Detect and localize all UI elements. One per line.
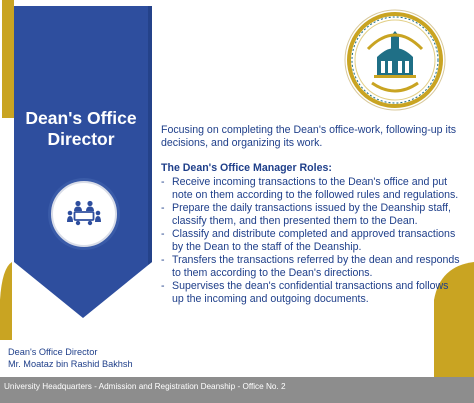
list-item: - Transfers the transactions referred by the dean and responds to them according to the Dean's directions. — [161, 254, 463, 280]
list-item: - Receive incoming transactions to the Dean's office and put note on them according to the followed rules and regulations. — [161, 176, 463, 202]
roles-heading: The Dean's Office Manager Roles: — [161, 162, 332, 174]
meeting-table-icon — [67, 200, 101, 228]
gold-top-bar — [2, 0, 14, 118]
list-item: - Classify and distribute completed and approved transactions by the Dean to the staff of the Deanship. — [161, 228, 463, 254]
gold-left-curve — [0, 262, 12, 340]
list-item: - Prepare the daily transactions issued by the Deanship staff, classify them, and then presented them to the Dean. — [161, 202, 463, 228]
intro-text: Focusing on completing the Dean's office-work, following-up its decisions, and organizing its work. — [161, 124, 457, 149]
blue-banner-shade — [148, 6, 152, 265]
content-panel — [161, 124, 463, 306]
footer-text: University Headquarters - Admission and Registration Deanship - Office No. 2 — [4, 382, 286, 391]
director-role: Dean's Office Director — [8, 347, 98, 357]
list-item: - Supervises the dean's confidential transactions and follows up the incoming and outgoing documents. — [161, 280, 463, 306]
blue-banner — [14, 6, 152, 318]
university-seal-icon — [344, 9, 446, 111]
director-name: Mr. Moataz bin Rashid Bakhsh — [8, 359, 133, 369]
director-info — [8, 346, 208, 370]
roles-list — [161, 176, 463, 306]
icon-circle — [51, 181, 117, 247]
banner-title: Dean's Office Director — [25, 108, 137, 149]
